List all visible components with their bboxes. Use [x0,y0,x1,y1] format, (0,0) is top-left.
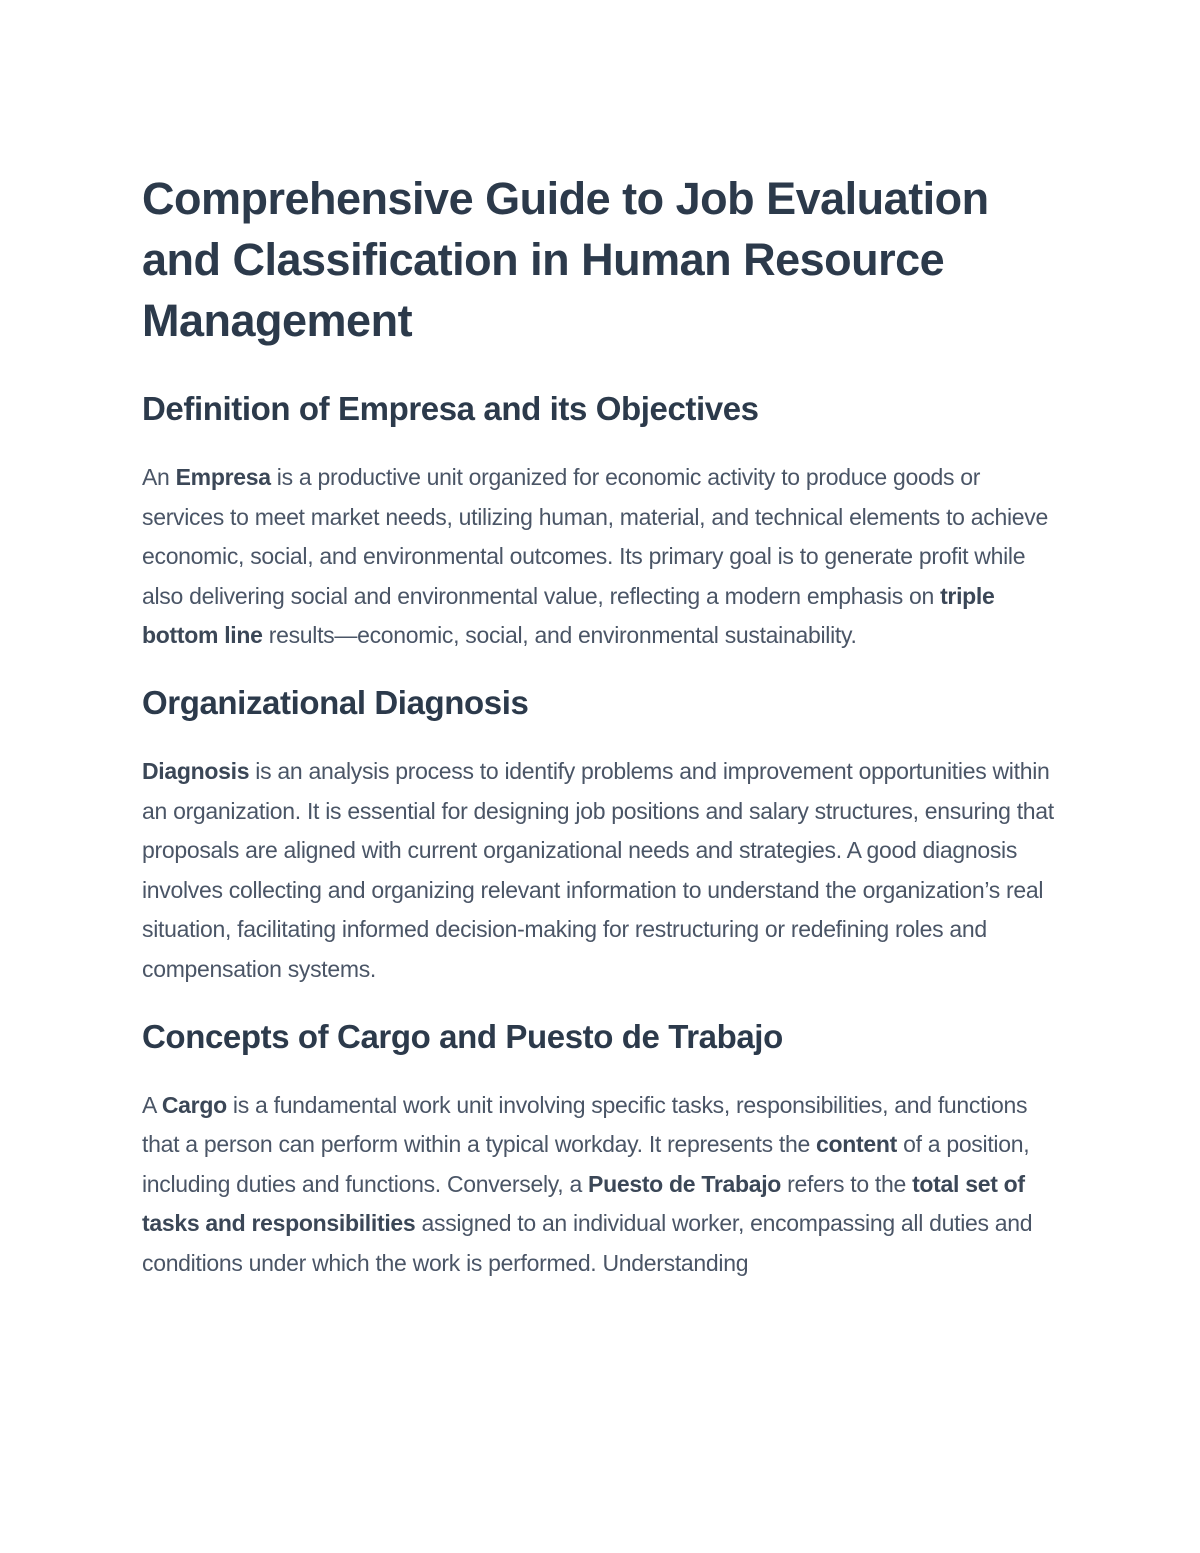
section-empresa-definition [142,387,1067,656]
document-page [142,168,1067,1284]
text-run: An [142,464,176,490]
text-run: is an analysis process to identify problems and improvement opportunities within an organization. It is essential for designing job positions and salary structures, ensuring that proposals are aligned with current organizational needs and strategies. A good diagnosis involves collecting and organizing relevant information to understand the organization’s real situation, facilitating informed decision-making for restructuring or redefining roles and compensation systems. [142,757,1054,982]
section-organizational-diagnosis [142,681,1067,990]
text-run: results—economic, social, and environmental sustainability. [262,622,857,649]
bold-term-triple-bottom-line: triple bottom line [142,582,995,649]
bold-term-empresa: Empresa [175,464,271,490]
bold-term-content: content [816,1131,897,1158]
section-heading: Definition of Empresa and its Objectives [142,390,759,427]
section-paragraph [142,1086,1067,1284]
bold-term-diagnosis: Diagnosis [142,757,250,784]
document-title: Comprehensive Guide to Job Evaluation and Classification in Human Resource Management [142,173,989,346]
section-paragraph [142,752,1067,990]
bold-term-puesto-de-trabajo: Puesto de Trabajo [588,1170,782,1197]
section-heading: Organizational Diagnosis [142,683,529,721]
text-run: of a position, including duties and functions. Conversely, a [142,1131,1030,1197]
bold-term-cargo: Cargo [161,1091,227,1118]
section-heading: Concepts of Cargo and Puesto de Trabajo [142,1017,783,1055]
text-run: is a productive unit organized for economic activity to produce goods or services to meet market needs, utilizing human, material, and technical elements to achieve economic, social, and environmental outcomes. Its primary goal is to generate profit while also delivering social and environmental value, reflecting a modern emphasis on [142,464,1048,609]
text-run: assigned to an individual worker, encompassing all duties and conditions under which the work is performed. Understanding [142,1210,1033,1276]
bold-term-total-set: total set of tasks and responsibilities [142,1170,1025,1237]
section-cargo-puesto [142,1015,1067,1284]
section-paragraph [142,458,1067,656]
text-run: is a fundamental work unit involving specific tasks, responsibilities, and functions that a person can perform within a typical workday. It represents the [142,1091,1028,1158]
text-run: refers to the [781,1170,913,1197]
text-run: A [142,1091,162,1118]
